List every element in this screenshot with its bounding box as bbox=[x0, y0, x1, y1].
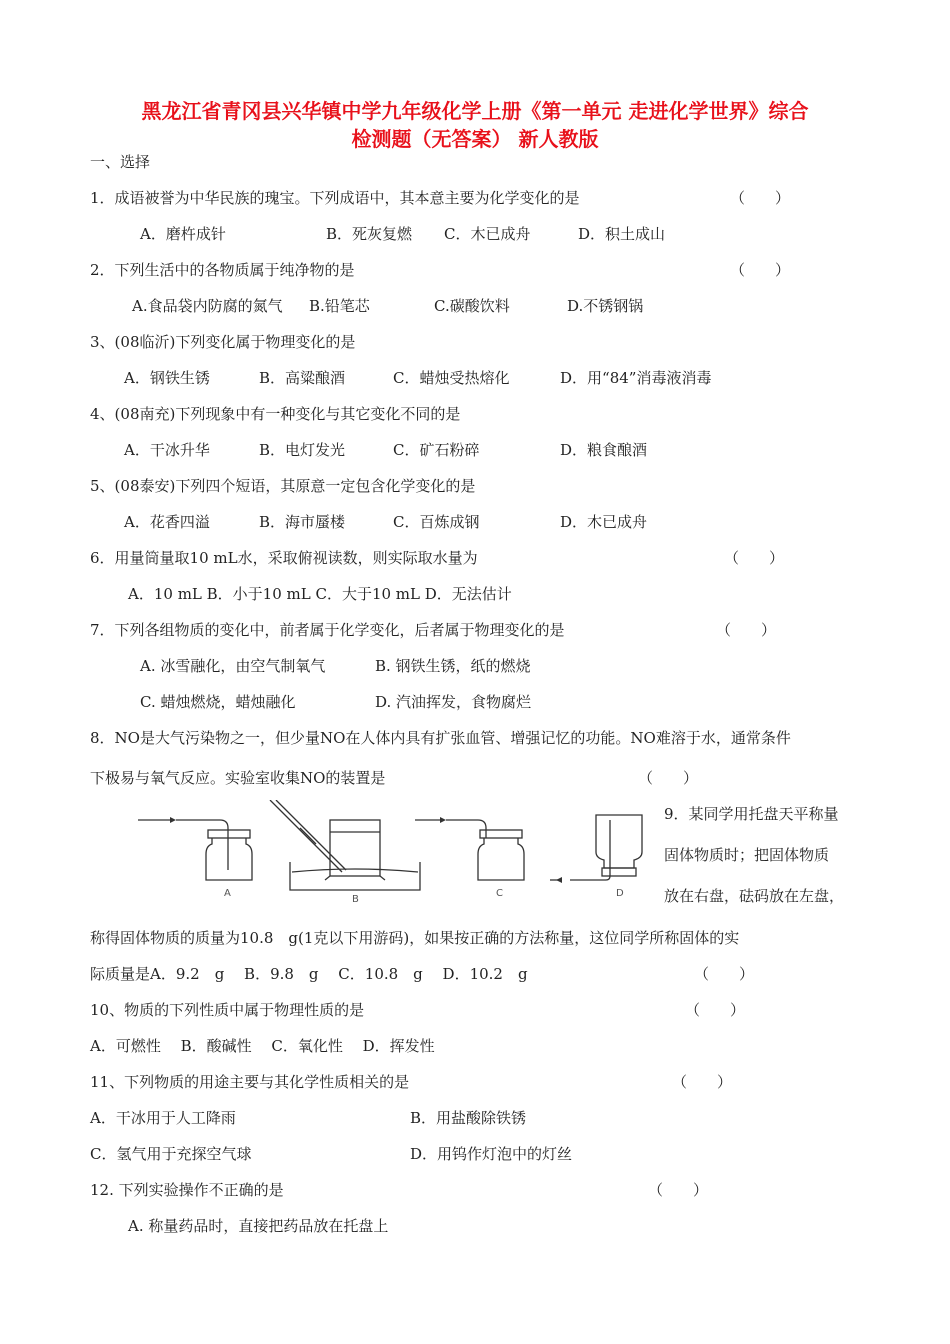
q2-option-c: C.碳酸饮料 bbox=[434, 297, 510, 315]
q10-options: A．可燃性 B．酸碱性 C．氧化性 D．挥发性 bbox=[90, 1037, 435, 1055]
q7-option-a: A. 冰雪融化，由空气制氧气 bbox=[140, 657, 326, 675]
q4-option-d: D．粮食酿酒 bbox=[560, 441, 648, 459]
q2-option-d: D.不锈钢锅 bbox=[567, 297, 644, 315]
q6-answer-paren: （ ） bbox=[724, 549, 785, 567]
q5-option-c: C．百炼成钢 bbox=[393, 513, 480, 531]
apparatus-c bbox=[415, 817, 524, 899]
q12-stem: 12. 下列实验操作不正确的是 bbox=[90, 1181, 284, 1199]
q12-answer-paren: （ ） bbox=[648, 1181, 709, 1199]
q7-stem: 7．下列各组物质的变化中，前者属于化学变化，后者属于物理变化的是 bbox=[90, 621, 565, 639]
q3-option-a: A．钢铁生锈 bbox=[124, 369, 210, 387]
q11-option-b: B．用盐酸除铁锈 bbox=[410, 1109, 527, 1127]
q9-line5: 际质量是A．9.2 g B．9.8 g C．10.8 g D．10.2 g bbox=[90, 965, 528, 983]
q9-line1: 9．某同学用托盘天平称量 bbox=[664, 805, 839, 823]
q7-option-b: B. 钢铁生锈，纸的燃烧 bbox=[375, 657, 531, 675]
q9-line4: 称得固体物质的质量为10.8 g(1克以下用游码)，如果按正确的方法称量，这位同学所称固体的实 bbox=[90, 929, 740, 947]
q1-answer-paren: （ ） bbox=[730, 189, 791, 207]
q1-option-b: B．死灰复燃 bbox=[326, 225, 413, 243]
q10-stem: 10、物质的下列性质中属于物理性质的是 bbox=[90, 1001, 365, 1019]
q3-option-c: C．蜡烛受热熔化 bbox=[393, 369, 510, 387]
q6-stem: 6．用量筒量取10 mL水，采取俯视读数，则实际取水量为 bbox=[90, 549, 478, 567]
q1-stem: 1．成语被誉为中华民族的瑰宝。下列成语中，其本意主要为化学变化的是 bbox=[90, 189, 580, 207]
q7-answer-paren: （ ） bbox=[716, 621, 777, 639]
q11-option-c: C．氢气用于充探空气球 bbox=[90, 1145, 252, 1163]
q3-option-d: D．用“84”消毒液消毒 bbox=[560, 369, 712, 387]
q5-option-b: B．海市蜃楼 bbox=[259, 513, 346, 531]
section-heading: 一、选择 bbox=[90, 153, 151, 171]
q8-stem-line1: 8．NO是大气污染物之一，但少量NO在人体内具有扩张血管、增强记忆的功能。NO难溶于水，通常条件 bbox=[90, 729, 791, 747]
q5-option-a: A．花香四溢 bbox=[124, 513, 210, 531]
q5-stem: 5、(08泰安)下列四个短语，其原意一定包含化学变化的是 bbox=[90, 477, 476, 495]
q6-options: A．10 mL B．小于10 mL C．大于10 mL D．无法估计 bbox=[128, 585, 512, 603]
q4-stem: 4、(08南充)下列现象中有一种变化与其它变化不同的是 bbox=[90, 405, 461, 423]
apparatus-b bbox=[270, 800, 420, 905]
apparatus-label-a: A bbox=[224, 888, 231, 899]
q8-answer-paren: （ ） bbox=[638, 769, 699, 787]
q4-option-b: B．电灯发光 bbox=[259, 441, 346, 459]
apparatus-label-c: C bbox=[496, 888, 503, 899]
document-title-line1: 黑龙江省青冈县兴华镇中学九年级化学上册《第一单元 走进化学世界》综合 bbox=[141, 99, 809, 123]
q1-option-c: C．木已成舟 bbox=[444, 225, 531, 243]
q2-option-b: B.铅笔芯 bbox=[309, 297, 370, 315]
gas-collection-apparatus-figure bbox=[130, 800, 650, 905]
q1-option-d: D．积土成山 bbox=[578, 225, 666, 243]
q3-stem: 3、(08临沂)下列变化属于物理变化的是 bbox=[90, 333, 356, 351]
apparatus-label-b: B bbox=[352, 894, 359, 905]
q12-option-a: A. 称量药品时，直接把药品放在托盘上 bbox=[128, 1217, 389, 1235]
q7-option-d: D. 汽油挥发，食物腐烂 bbox=[375, 693, 532, 711]
q2-option-a: A.食品袋内防腐的氮气 bbox=[132, 297, 283, 315]
apparatus-label-d: D bbox=[616, 888, 624, 899]
document-title-line2: 检测题（无答案） 新人教版 bbox=[351, 127, 599, 151]
q9-line2: 固体物质时；把固体物质 bbox=[664, 846, 830, 864]
q3-option-b: B．高粱酿酒 bbox=[259, 369, 346, 387]
q9-answer-paren: （ ） bbox=[694, 965, 755, 983]
apparatus-a bbox=[138, 817, 252, 899]
apparatus-d bbox=[550, 815, 642, 899]
q10-answer-paren: （ ） bbox=[685, 1001, 746, 1019]
q2-answer-paren: （ ） bbox=[730, 261, 791, 279]
q4-option-c: C．矿石粉碎 bbox=[393, 441, 480, 459]
q11-option-a: A．干冰用于人工降雨 bbox=[90, 1109, 236, 1127]
q1-option-a: A．磨杵成针 bbox=[140, 225, 226, 243]
q7-option-c: C. 蜡烛燃烧，蜡烛融化 bbox=[140, 693, 296, 711]
q11-stem: 11、下列物质的用途主要与其化学性质相关的是 bbox=[90, 1073, 410, 1091]
q5-option-d: D．木已成舟 bbox=[560, 513, 648, 531]
q4-option-a: A．干冰升华 bbox=[124, 441, 210, 459]
q2-stem: 2．下列生活中的各物质属于纯净物的是 bbox=[90, 261, 355, 279]
q9-line3: 放在右盘，砝码放在左盘， bbox=[664, 887, 845, 905]
q11-option-d: D．用钨作灯泡中的灯丝 bbox=[410, 1145, 573, 1163]
q8-stem-line2: 下极易与氧气反应。实验室收集NO的装置是 bbox=[90, 769, 386, 787]
q11-answer-paren: （ ） bbox=[672, 1073, 733, 1091]
